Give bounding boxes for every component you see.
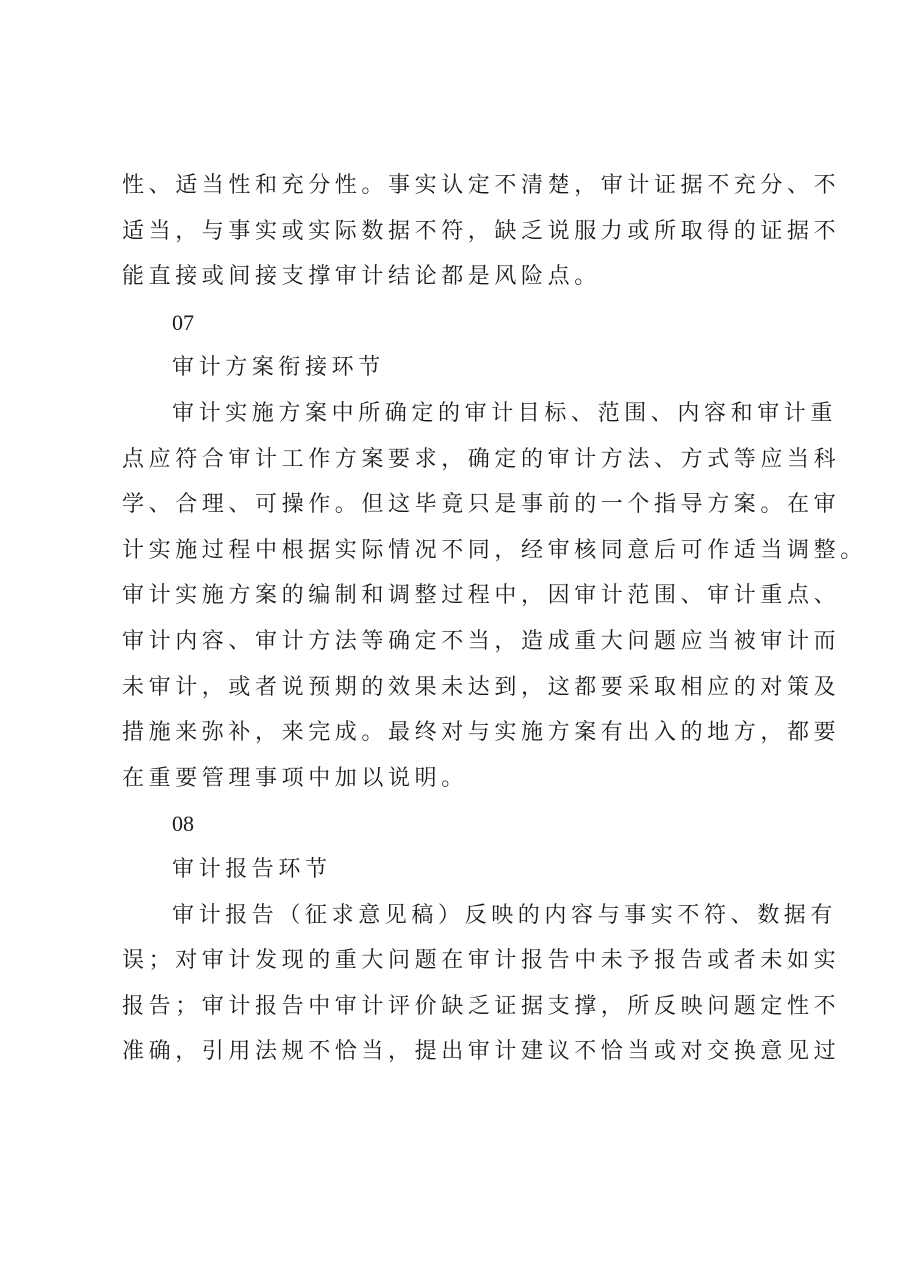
section-heading: 审计报告环节 (172, 856, 332, 882)
section-number: 07 (172, 309, 194, 335)
paragraph-line: 误；对审计发现的重大问题在审计报告中未予报告或者未如实 (122, 948, 841, 974)
paragraph-line: 性、适当性和充分性。事实认定不清楚，审计证据不充分、不 (122, 173, 841, 198)
paragraph-line: 审计内容、审计方法等确定不当，造成重大问题应当被审计而 (122, 628, 841, 654)
paragraph-line: 未审计，或者说预期的效果未达到，这都要采取相应的对策及 (122, 674, 841, 700)
section-heading: 审计方案衔接环节 (172, 355, 385, 381)
paragraph-line: 点应符合审计工作方案要求，确定的审计方法、方式等应当科 (122, 446, 841, 472)
paragraph-line: 审计实施方案的编制和调整过程中，因审计范围、审计重点、 (122, 583, 841, 609)
paragraph-line: 准确，引用法规不恰当，提出审计建议不恰当或对交换意见过 (122, 1039, 841, 1065)
paragraph-line: 计实施过程中根据实际情况不同，经审核同意后可作适当调整。 (122, 537, 867, 563)
paragraph-line: 学、合理、可操作。但这毕竟只是事前的一个指导方案。在审 (122, 492, 841, 518)
section-number: 08 (172, 811, 194, 837)
paragraph-line: 措施来弥补，来完成。最终对与实施方案有出入的地方，都要 (122, 720, 841, 746)
document-body (122, 163, 867, 1075)
paragraph-line: 能直接或间接支撑审计结论都是风险点。 (122, 264, 601, 290)
paragraph-line: 报告；审计报告中审计评价缺乏证据支撑，所反映问题定性不 (122, 993, 841, 1019)
paragraph-line: 适当，与事实或实际数据不符，缺乏说服力或所取得的证据不 (122, 218, 841, 244)
paragraph-line: 在重要管理事项中加以说明。 (122, 765, 468, 791)
paragraph-line: 审计报告（征求意见稿）反映的内容与事实不符、数据有 (172, 902, 838, 928)
paragraph-line: 审计实施方案中所确定的审计目标、范围、内容和审计重 (172, 400, 838, 426)
